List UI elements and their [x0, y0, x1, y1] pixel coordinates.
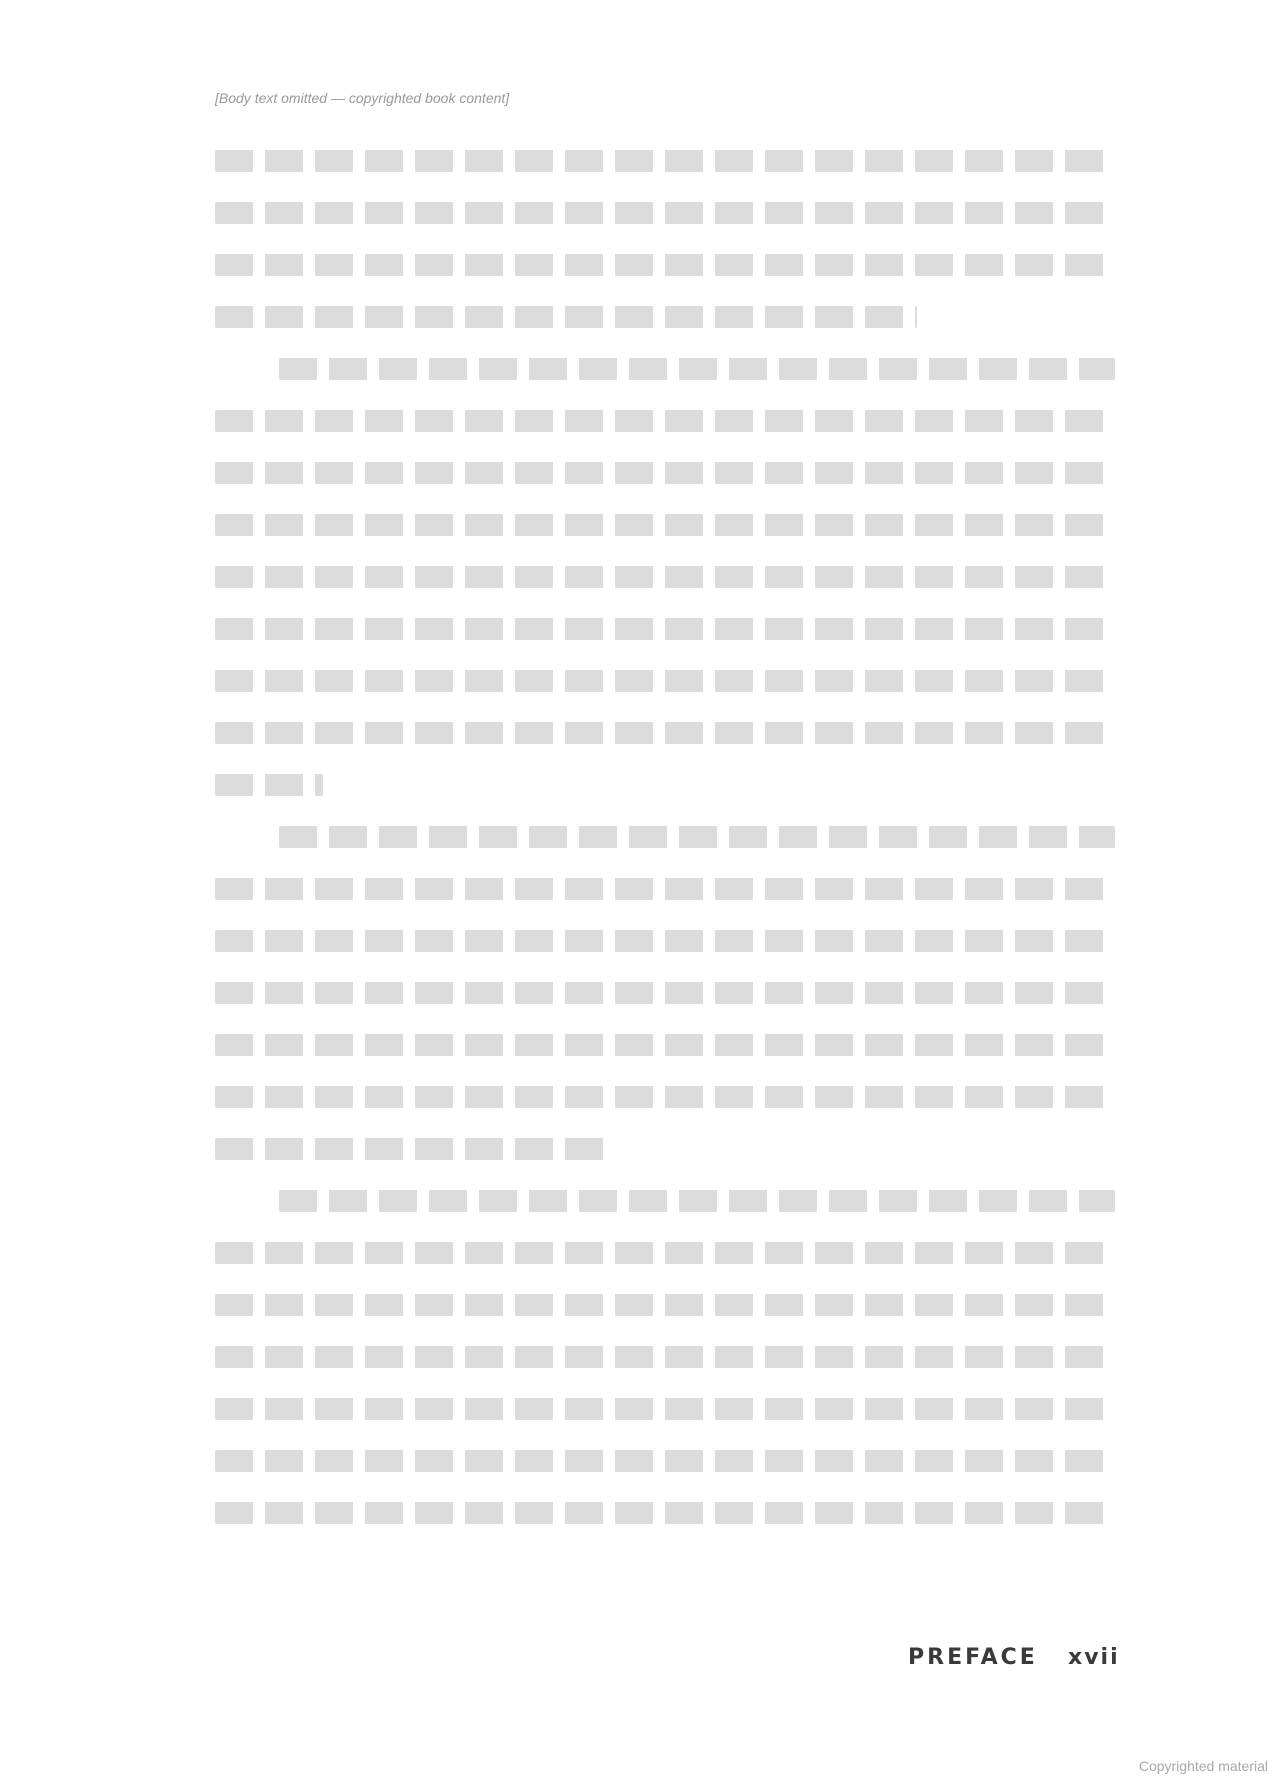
paragraph-3	[215, 826, 1115, 1160]
running-head: PREFACE	[908, 1645, 1038, 1670]
body-placeholder-note: [Body text omitted — copyrighted book content]	[215, 90, 510, 106]
paragraph-4	[215, 1190, 1115, 1524]
page-number: xvii	[1068, 1645, 1120, 1670]
body-text	[215, 150, 1115, 1554]
paragraph-2	[215, 358, 1115, 796]
copyright-watermark: Copyrighted material	[1138, 1758, 1268, 1774]
paragraph-1	[215, 150, 1115, 328]
